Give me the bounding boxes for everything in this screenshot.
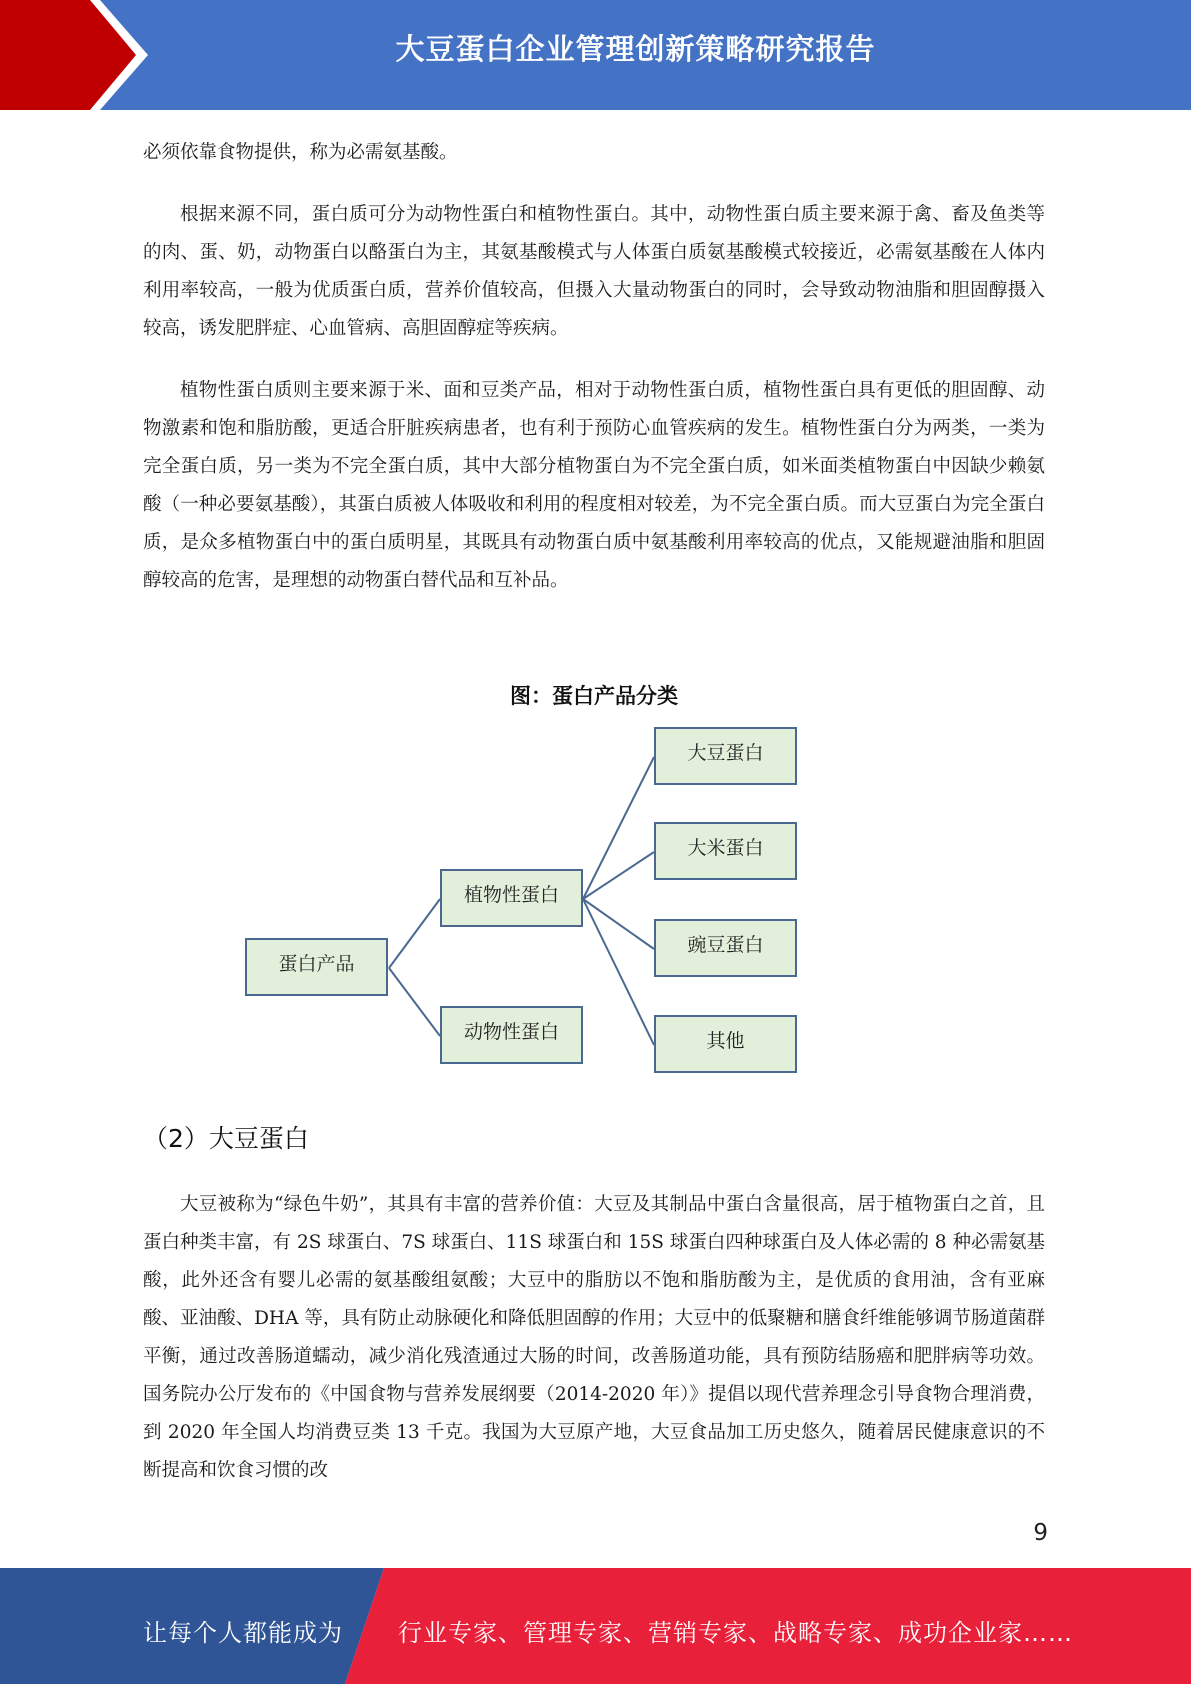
paragraph: 大豆被称为“绿色牛奶”，其具有丰富的营养价值：大豆及其制品中蛋白含量很高，居于植物蛋白之首，且蛋白种类丰富，有 2S 球蛋白、7S 球蛋白、11S 球蛋白和 15S 球蛋白四种球蛋白及人体必需的 8 种必需氨基酸，此外还含有婴儿必需的氨基酸组氨酸；大豆中的脂肪以不饱和脂肪酸为主，是优质的食用油，含有亚麻酸、亚油酸、DHA 等，具有防止动脉硬化和降低胆固醇的作用；大豆中的低聚糖和膳食纤维能够调节肠道菌群平衡，通过改善肠道蠕动，减少消化残渣通过大肠的时间，改善肠道功能，具有预防结肠癌和肥胖病等功效。国务院办公厅发布的《中国食物与营养发展纲要（2014-2020 年）》提倡以现代营养理念引导食物合理消费，到 2020 年全国人均消费豆类 13 千克。我国为大豆原产地，大豆食品加工历史悠久，随着居民健康意识的不断提高和饮食习惯的改 (143, 1194, 1045, 1481)
tree-node-other: 其他 (654, 1015, 797, 1073)
tree-node-plant-protein: 植物性蛋白 (440, 869, 583, 927)
section-heading: （2）大豆蛋白 (143, 1124, 309, 1153)
body-text (143, 134, 1045, 600)
tree-node-pea-protein: 豌豆蛋白 (654, 919, 797, 977)
report-title: 大豆蛋白企业管理创新策略研究报告 (395, 32, 876, 66)
page-number: 9 (1033, 1520, 1048, 1546)
tree-node-soy-protein: 大豆蛋白 (654, 727, 797, 785)
figure-title: 图：蛋白产品分类 (510, 684, 678, 708)
footer-slogan-left: 让每个人都能成为 (143, 1619, 343, 1647)
page-footer (0, 1568, 1191, 1684)
paragraph: 根据来源不同，蛋白质可分为动物性蛋白和植物性蛋白。其中，动物性蛋白质主要来源于禽、畜及鱼类等的肉、蛋、奶，动物蛋白以酪蛋白为主，其氨基酸模式与人体蛋白质氨基酸模式较接近，必需氨基酸在人体内利用率较高，一般为优质蛋白质，营养价值较高，但摄入大量动物蛋白的同时，会导致动物油脂和胆固醇摄入较高，诱发肥胖症、心血管病、高胆固醇症等疾病。 (143, 204, 1045, 339)
paragraph: 必须依靠食物提供，称为必需氨基酸。 (143, 142, 458, 163)
tree-node-animal-protein: 动物性蛋白 (440, 1006, 583, 1064)
paragraph: 植物性蛋白质则主要来源于米、面和豆类产品，相对于动物性蛋白质，植物性蛋白具有更低的胆固醇、动物激素和饱和脂肪酸，更适合肝脏疾病患者，也有利于预防心血管疾病的发生。植物性蛋白分为两类，一类为完全蛋白质，另一类为不完全蛋白质，其中大部分植物蛋白为不完全蛋白质，如米面类植物蛋白中因缺少赖氨酸（一种必要氨基酸），其蛋白质被人体吸收和利用的程度相对较差，为不完全蛋白质。而大豆蛋白为完全蛋白质，是众多植物蛋白中的蛋白质明星，其既具有动物蛋白质中氨基酸利用率较高的优点，又能规避油脂和胆固醇较高的危害，是理想的动物蛋白替代品和互补品。 (143, 380, 1045, 591)
tree-connector-lines (143, 676, 1045, 1086)
tree-node-rice-protein: 大米蛋白 (654, 822, 797, 880)
page-header (0, 0, 1191, 110)
protein-classification-figure (143, 676, 1045, 1086)
tree-node-root: 蛋白产品 (245, 938, 388, 996)
section-body-text (143, 1186, 1045, 1490)
footer-slogan-right: 行业专家、管理专家、营销专家、战略专家、成功企业家…… (398, 1619, 1073, 1647)
